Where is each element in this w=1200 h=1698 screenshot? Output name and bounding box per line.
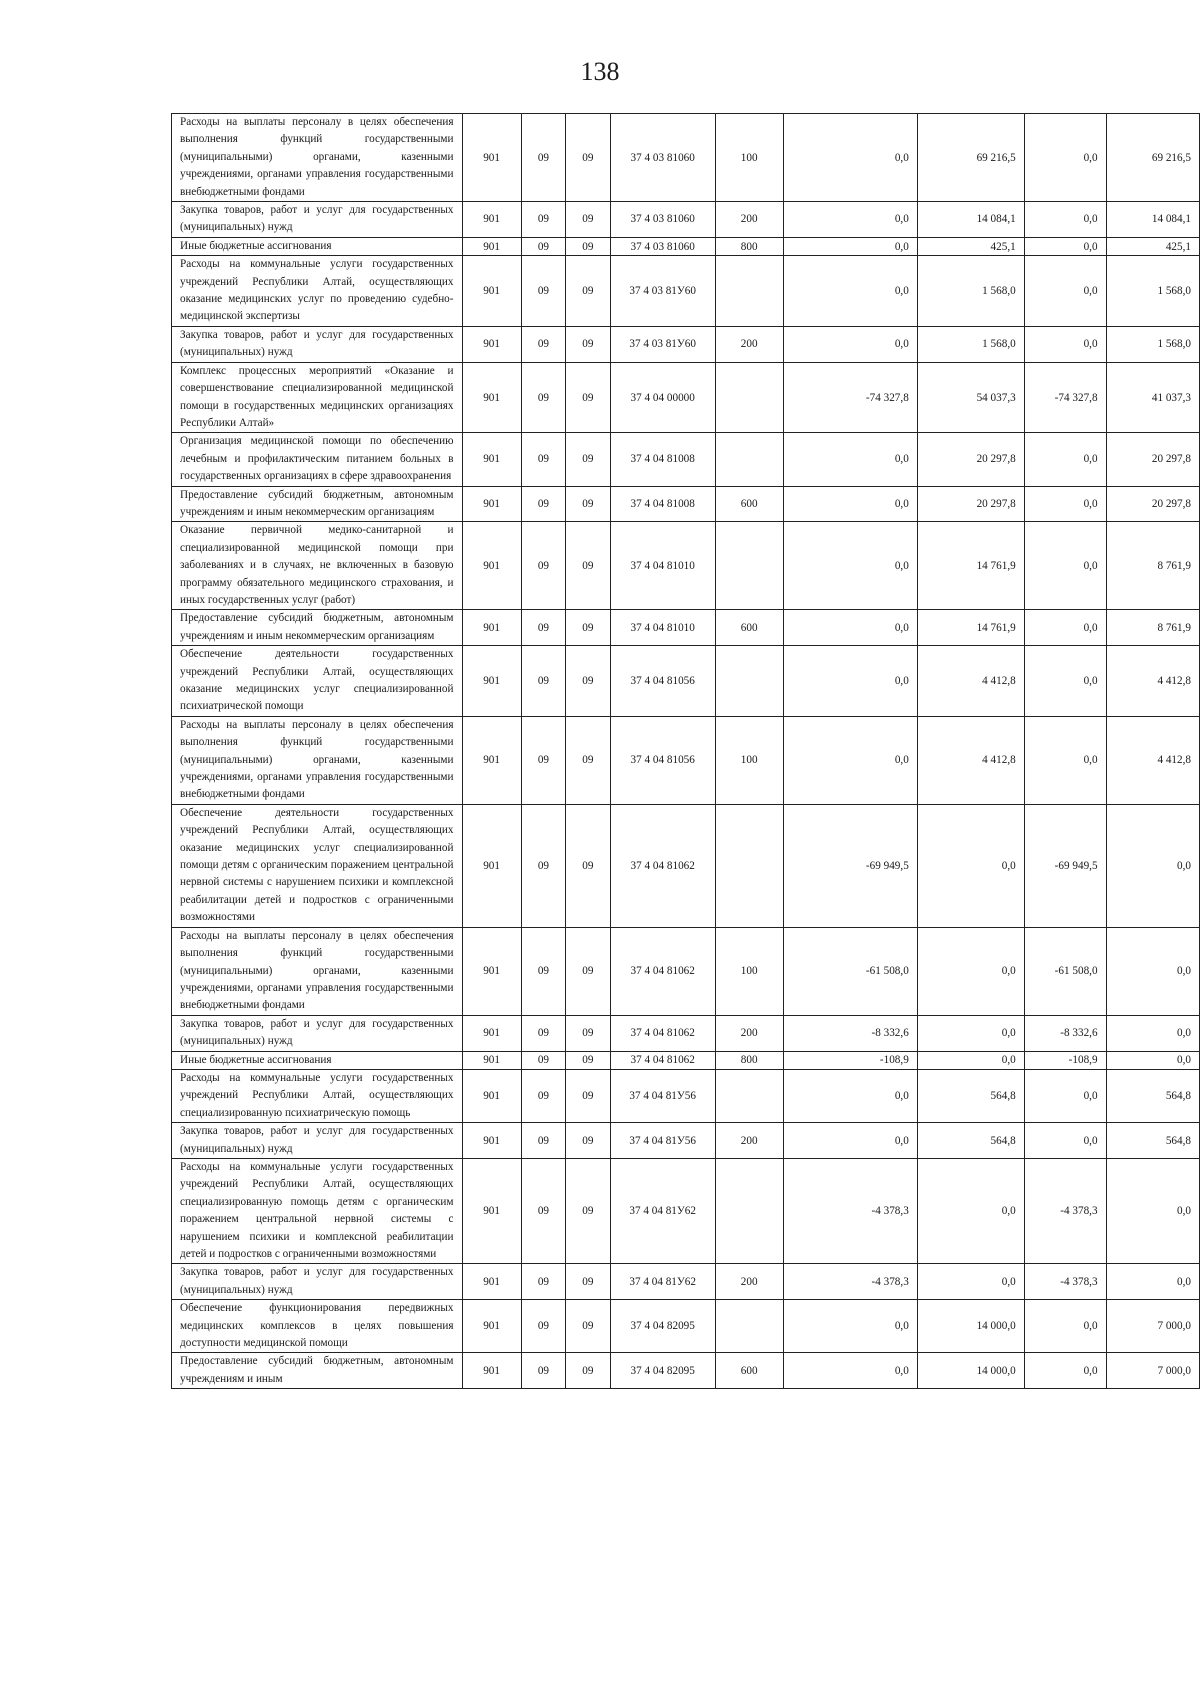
section-code: 09: [521, 1353, 565, 1389]
target-article-code: 37 4 03 81У60: [610, 326, 715, 362]
table-row: [172, 433, 1200, 486]
amount-3: 0,0: [1024, 326, 1106, 362]
amount-1: 0,0: [783, 610, 917, 646]
section-code: 09: [521, 202, 565, 238]
target-article-code: 37 4 04 81У62: [610, 1264, 715, 1300]
target-article-code: 37 4 04 81056: [610, 646, 715, 717]
expense-type-code: 600: [715, 1353, 783, 1389]
amount-3: -69 949,5: [1024, 804, 1106, 927]
target-article-code: 37 4 04 81010: [610, 522, 715, 610]
amount-1: -74 327,8: [783, 362, 917, 433]
amount-3: 0,0: [1024, 486, 1106, 522]
admin-code: 901: [462, 1264, 521, 1300]
subsection-code: 09: [566, 927, 610, 1015]
subsection-code: 09: [566, 326, 610, 362]
table-row: [172, 716, 1200, 804]
amount-2: 69 216,5: [917, 114, 1024, 202]
subsection-code: 09: [566, 202, 610, 238]
amount-1: 0,0: [783, 114, 917, 202]
table-row: [172, 1123, 1200, 1159]
table-row: [172, 1051, 1200, 1069]
amount-4: 20 297,8: [1106, 433, 1199, 486]
subsection-code: 09: [566, 1300, 610, 1353]
section-code: 09: [521, 256, 565, 327]
table-body: [172, 114, 1200, 1389]
amount-2: 54 037,3: [917, 362, 1024, 433]
amount-2: 564,8: [917, 1123, 1024, 1159]
amount-2: 0,0: [917, 927, 1024, 1015]
target-article-code: 37 4 03 81060: [610, 237, 715, 255]
admin-code: 901: [462, 114, 521, 202]
admin-code: 901: [462, 202, 521, 238]
amount-2: 14 761,9: [917, 522, 1024, 610]
amount-3: 0,0: [1024, 237, 1106, 255]
amount-2: 0,0: [917, 1051, 1024, 1069]
target-article-code: 37 4 04 81008: [610, 486, 715, 522]
amount-1: -108,9: [783, 1051, 917, 1069]
section-code: 09: [521, 927, 565, 1015]
table-row: [172, 610, 1200, 646]
table-row: [172, 1015, 1200, 1051]
amount-1: 0,0: [783, 326, 917, 362]
amount-1: 0,0: [783, 522, 917, 610]
amount-4: 69 216,5: [1106, 114, 1199, 202]
expense-type-code: [715, 1158, 783, 1263]
amount-3: -4 378,3: [1024, 1264, 1106, 1300]
expense-type-code: 800: [715, 1051, 783, 1069]
amount-4: 41 037,3: [1106, 362, 1199, 433]
target-article-code: 37 4 04 82095: [610, 1300, 715, 1353]
target-article-code: 37 4 04 81062: [610, 927, 715, 1015]
amount-2: 0,0: [917, 1158, 1024, 1263]
row-description: Закупка товаров, работ и услуг для государственных (муниципальных) нужд: [172, 202, 463, 238]
section-code: 09: [521, 716, 565, 804]
row-description: Закупка товаров, работ и услуг для государственных (муниципальных) нужд: [172, 1264, 463, 1300]
subsection-code: 09: [566, 1051, 610, 1069]
amount-4: 8 761,9: [1106, 610, 1199, 646]
amount-3: 0,0: [1024, 646, 1106, 717]
row-description: Комплекс процессных мероприятий «Оказание и совершенствование специализированной медицинской помощи в государственных медицинских организациях Республики Алтай»: [172, 362, 463, 433]
amount-3: -4 378,3: [1024, 1158, 1106, 1263]
expense-type-code: [715, 646, 783, 717]
expense-type-code: 100: [715, 716, 783, 804]
amount-2: 4 412,8: [917, 646, 1024, 717]
amount-3: 0,0: [1024, 716, 1106, 804]
section-code: 09: [521, 1051, 565, 1069]
amount-1: 0,0: [783, 716, 917, 804]
amount-3: -74 327,8: [1024, 362, 1106, 433]
admin-code: 901: [462, 804, 521, 927]
expense-type-code: [715, 256, 783, 327]
amount-4: 0,0: [1106, 1015, 1199, 1051]
amount-2: 0,0: [917, 1015, 1024, 1051]
target-article-code: 37 4 04 81056: [610, 716, 715, 804]
subsection-code: 09: [566, 1069, 610, 1122]
admin-code: 901: [462, 1051, 521, 1069]
subsection-code: 09: [566, 522, 610, 610]
subsection-code: 09: [566, 256, 610, 327]
subsection-code: 09: [566, 1353, 610, 1389]
amount-1: 0,0: [783, 256, 917, 327]
subsection-code: 09: [566, 362, 610, 433]
budget-table: [171, 113, 1200, 1389]
amount-3: 0,0: [1024, 202, 1106, 238]
expense-type-code: [715, 1300, 783, 1353]
row-description: Обеспечение функционирования передвижных медицинских комплексов в целях повышения доступности медицинской помощи: [172, 1300, 463, 1353]
amount-1: -61 508,0: [783, 927, 917, 1015]
table-row: [172, 114, 1200, 202]
amount-3: 0,0: [1024, 1353, 1106, 1389]
table-row: [172, 1069, 1200, 1122]
row-description: Расходы на выплаты персоналу в целях обеспечения выполнения функций государственными (муниципальными) органами, казенными учреждениями, органами управления государственными внебюджетными фондами: [172, 114, 463, 202]
page-number: 138: [580, 57, 620, 86]
amount-2: 14 000,0: [917, 1353, 1024, 1389]
amount-1: 0,0: [783, 1300, 917, 1353]
subsection-code: 09: [566, 646, 610, 717]
subsection-code: 09: [566, 1123, 610, 1159]
expense-type-code: [715, 433, 783, 486]
section-code: 09: [521, 804, 565, 927]
table-row: [172, 486, 1200, 522]
section-code: 09: [521, 1300, 565, 1353]
amount-2: 14 761,9: [917, 610, 1024, 646]
section-code: 09: [521, 1015, 565, 1051]
expense-type-code: [715, 1069, 783, 1122]
amount-2: 20 297,8: [917, 486, 1024, 522]
section-code: 09: [521, 326, 565, 362]
subsection-code: 09: [566, 237, 610, 255]
table-row: [172, 804, 1200, 927]
amount-4: 4 412,8: [1106, 646, 1199, 717]
amount-3: 0,0: [1024, 1123, 1106, 1159]
row-description: Предоставление субсидий бюджетным, автономным учреждениям и иным некоммерческим организациям: [172, 610, 463, 646]
amount-4: 7 000,0: [1106, 1353, 1199, 1389]
amount-4: 14 084,1: [1106, 202, 1199, 238]
amount-1: 0,0: [783, 1069, 917, 1122]
subsection-code: 09: [566, 433, 610, 486]
admin-code: 901: [462, 1158, 521, 1263]
subsection-code: 09: [566, 716, 610, 804]
amount-2: 1 568,0: [917, 326, 1024, 362]
section-code: 09: [521, 1069, 565, 1122]
amount-3: 0,0: [1024, 433, 1106, 486]
amount-3: 0,0: [1024, 1069, 1106, 1122]
admin-code: 901: [462, 1300, 521, 1353]
target-article-code: 37 4 04 81010: [610, 610, 715, 646]
admin-code: 901: [462, 1123, 521, 1159]
row-description: Закупка товаров, работ и услуг для государственных (муниципальных) нужд: [172, 1123, 463, 1159]
target-article-code: 37 4 04 81У56: [610, 1123, 715, 1159]
amount-2: 20 297,8: [917, 433, 1024, 486]
amount-4: 0,0: [1106, 927, 1199, 1015]
target-article-code: 37 4 03 81060: [610, 202, 715, 238]
expense-type-code: [715, 522, 783, 610]
section-code: 09: [521, 1158, 565, 1263]
row-description: Закупка товаров, работ и услуг для государственных (муниципальных) нужд: [172, 1015, 463, 1051]
admin-code: 901: [462, 486, 521, 522]
amount-4: 4 412,8: [1106, 716, 1199, 804]
section-code: 09: [521, 646, 565, 717]
target-article-code: 37 4 04 82095: [610, 1353, 715, 1389]
admin-code: 901: [462, 927, 521, 1015]
expense-type-code: 600: [715, 486, 783, 522]
admin-code: 901: [462, 237, 521, 255]
row-description: Расходы на коммунальные услуги государственных учреждений Республики Алтай, осуществляющих оказание медицинских услуг по проведению судебно-медицинской экспертизы: [172, 256, 463, 327]
table-row: [172, 202, 1200, 238]
amount-2: 14 084,1: [917, 202, 1024, 238]
expense-type-code: [715, 362, 783, 433]
amount-4: 20 297,8: [1106, 486, 1199, 522]
amount-4: 0,0: [1106, 804, 1199, 927]
section-code: 09: [521, 114, 565, 202]
table-row: [172, 256, 1200, 327]
amount-1: 0,0: [783, 486, 917, 522]
admin-code: 901: [462, 646, 521, 717]
expense-type-code: 200: [715, 202, 783, 238]
row-description: Иные бюджетные ассигнования: [172, 237, 463, 255]
expense-type-code: [715, 804, 783, 927]
amount-2: 425,1: [917, 237, 1024, 255]
amount-4: 0,0: [1106, 1264, 1199, 1300]
subsection-code: 09: [566, 1015, 610, 1051]
expense-type-code: 200: [715, 326, 783, 362]
row-description: Закупка товаров, работ и услуг для государственных (муниципальных) нужд: [172, 326, 463, 362]
row-description: Иные бюджетные ассигнования: [172, 1051, 463, 1069]
section-code: 09: [521, 522, 565, 610]
amount-3: 0,0: [1024, 114, 1106, 202]
section-code: 09: [521, 237, 565, 255]
amount-3: 0,0: [1024, 610, 1106, 646]
amount-4: 1 568,0: [1106, 256, 1199, 327]
admin-code: 901: [462, 610, 521, 646]
row-description: Расходы на выплаты персоналу в целях обеспечения выполнения функций государственными (муниципальными) органами, казенными учреждениями, органами управления государственными внебюджетными фондами: [172, 716, 463, 804]
amount-4: 0,0: [1106, 1158, 1199, 1263]
admin-code: 901: [462, 522, 521, 610]
target-article-code: 37 4 04 81008: [610, 433, 715, 486]
table-row: [172, 237, 1200, 255]
admin-code: 901: [462, 362, 521, 433]
section-code: 09: [521, 486, 565, 522]
table-row: [172, 326, 1200, 362]
target-article-code: 37 4 04 00000: [610, 362, 715, 433]
amount-1: -4 378,3: [783, 1264, 917, 1300]
expense-type-code: 200: [715, 1015, 783, 1051]
amount-1: 0,0: [783, 237, 917, 255]
target-article-code: 37 4 04 81062: [610, 804, 715, 927]
amount-1: 0,0: [783, 202, 917, 238]
amount-3: -8 332,6: [1024, 1015, 1106, 1051]
expense-type-code: 100: [715, 927, 783, 1015]
subsection-code: 09: [566, 114, 610, 202]
row-description: Предоставление субсидий бюджетным, автономным учреждениям и иным некоммерческим организациям: [172, 486, 463, 522]
target-article-code: 37 4 04 81У62: [610, 1158, 715, 1263]
expense-type-code: 800: [715, 237, 783, 255]
target-article-code: 37 4 04 81062: [610, 1015, 715, 1051]
row-description: Расходы на выплаты персоналу в целях обеспечения выполнения функций государственными (муниципальными) органами, казенными учреждениями, органами управления государственными внебюджетными фондами: [172, 927, 463, 1015]
target-article-code: 37 4 04 81062: [610, 1051, 715, 1069]
subsection-code: 09: [566, 1158, 610, 1263]
admin-code: 901: [462, 716, 521, 804]
amount-2: 564,8: [917, 1069, 1024, 1122]
amount-2: 4 412,8: [917, 716, 1024, 804]
admin-code: 901: [462, 1069, 521, 1122]
section-code: 09: [521, 433, 565, 486]
amount-1: 0,0: [783, 646, 917, 717]
target-article-code: 37 4 04 81У56: [610, 1069, 715, 1122]
subsection-code: 09: [566, 610, 610, 646]
table-row: [172, 1158, 1200, 1263]
subsection-code: 09: [566, 804, 610, 927]
admin-code: 901: [462, 433, 521, 486]
amount-4: 564,8: [1106, 1123, 1199, 1159]
table-row: [172, 1264, 1200, 1300]
target-article-code: 37 4 03 81060: [610, 114, 715, 202]
row-description: Предоставление субсидий бюджетным, автономным учреждениям и иным: [172, 1353, 463, 1389]
expense-type-code: 600: [715, 610, 783, 646]
section-code: 09: [521, 610, 565, 646]
row-description: Обеспечение деятельности государственных учреждений Республики Алтай, осуществляющих оказание медицинских услуг специализированной помощи детям с органическим поражением центральной нервной системы с нарушением психики и комплексной реабилитации детей и подростков с ограниченными возможностями: [172, 804, 463, 927]
row-description: Расходы на коммунальные услуги государственных учреждений Республики Алтай, осуществляющих специализированную психиатрическую помощь: [172, 1069, 463, 1122]
amount-1: 0,0: [783, 1123, 917, 1159]
amount-1: -8 332,6: [783, 1015, 917, 1051]
row-description: Оказание первичной медико-санитарной и специализированной медицинской помощи при заболеваниях и в случаях, не включенных в базовую программу обязательного медицинского страхования, и иных государственных услуг (работ): [172, 522, 463, 610]
amount-1: 0,0: [783, 433, 917, 486]
amount-2: 1 568,0: [917, 256, 1024, 327]
table-row: [172, 646, 1200, 717]
row-description: Организация медицинской помощи по обеспечению лечебным и профилактическим питанием больных в государственных организациях в сфере здравоохранения: [172, 433, 463, 486]
amount-1: 0,0: [783, 1353, 917, 1389]
amount-1: -69 949,5: [783, 804, 917, 927]
target-article-code: 37 4 03 81У60: [610, 256, 715, 327]
amount-3: 0,0: [1024, 522, 1106, 610]
amount-2: 0,0: [917, 1264, 1024, 1300]
expense-type-code: 200: [715, 1264, 783, 1300]
amount-3: 0,0: [1024, 256, 1106, 327]
table-row: [172, 522, 1200, 610]
amount-4: 7 000,0: [1106, 1300, 1199, 1353]
row-description: Обеспечение деятельности государственных учреждений Республики Алтай, осуществляющих оказание медицинских услуг специализированной психиатрической помощи: [172, 646, 463, 717]
amount-1: -4 378,3: [783, 1158, 917, 1263]
table-row: [172, 1300, 1200, 1353]
admin-code: 901: [462, 1353, 521, 1389]
amount-4: 1 568,0: [1106, 326, 1199, 362]
table-row: [172, 927, 1200, 1015]
amount-4: 0,0: [1106, 1051, 1199, 1069]
amount-4: 425,1: [1106, 237, 1199, 255]
row-description: Расходы на коммунальные услуги государственных учреждений Республики Алтай, осуществляющих специализированную помощь детям с органическим поражением центральной нервной системы с нарушением психики и комплексной реабилитации детей и подростков с ограниченными возможностями: [172, 1158, 463, 1263]
amount-3: -108,9: [1024, 1051, 1106, 1069]
expense-type-code: 200: [715, 1123, 783, 1159]
amount-4: 8 761,9: [1106, 522, 1199, 610]
admin-code: 901: [462, 256, 521, 327]
amount-3: 0,0: [1024, 1300, 1106, 1353]
admin-code: 901: [462, 1015, 521, 1051]
amount-3: -61 508,0: [1024, 927, 1106, 1015]
subsection-code: 09: [566, 486, 610, 522]
table-row: [172, 1353, 1200, 1389]
admin-code: 901: [462, 326, 521, 362]
section-code: 09: [521, 362, 565, 433]
subsection-code: 09: [566, 1264, 610, 1300]
amount-4: 564,8: [1106, 1069, 1199, 1122]
table-row: [172, 362, 1200, 433]
amount-2: 0,0: [917, 804, 1024, 927]
section-code: 09: [521, 1264, 565, 1300]
section-code: 09: [521, 1123, 565, 1159]
expense-type-code: 100: [715, 114, 783, 202]
amount-2: 14 000,0: [917, 1300, 1024, 1353]
